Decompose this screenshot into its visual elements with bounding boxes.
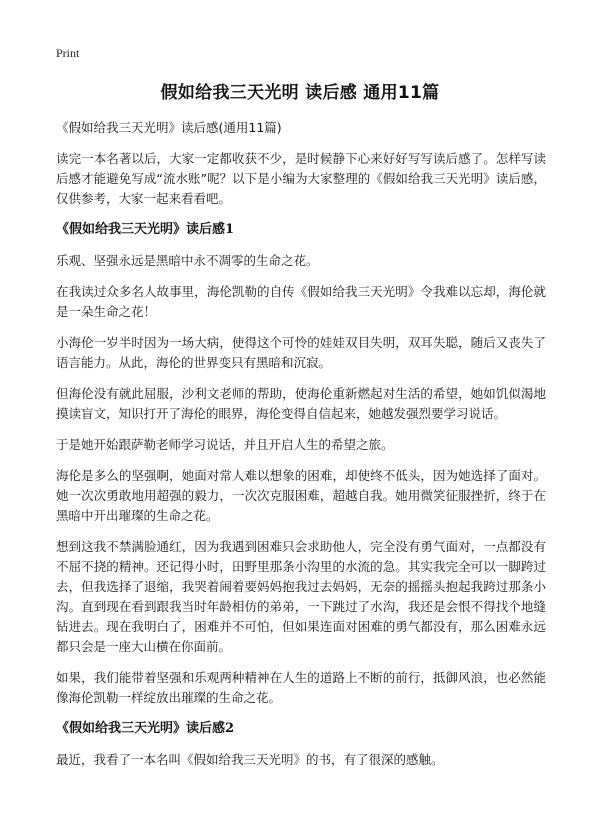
section-2-paragraph: 最近，我看了一本名叫《假如给我三天光明》的书，有了很深的感触。	[56, 752, 444, 767]
section-1-paragraph: 想到这我不禁满脸通红，因为我遇到困难只会求助他人，完全没有勇气面对，一点都没有不屈不挠的精神。还记得小时，田野里那条小沟里的水流的急。其实我完全可以一脚跨过去，但我选择了退缩，我哭着闹着要妈妈抱我过去妈妈，无奈的摇摇头抱起我跨过那条小沟。直到现在看到跟我当时年龄相仿的弟弟，一下跳过了水沟，我还是会恨不得找个地缝钻进去。现在我明白了，困难并不可怕，但如果连面对困难的勇气都没有，那么困难永远都只会是一座大山横在你面前。	[56, 539, 546, 654]
section-1-paragraph: 海伦是多么的坚强啊，她面对常人难以想象的困难，却使终不低头，因为她选择了面对。她一次次勇敢地用超强的毅力，一次次克服困难，超越自我。她用微笑征服挫折，终于在黑暗中开出璀璨的生命之花。	[56, 468, 546, 523]
section-1-paragraph: 如果，我们能带着坚强和乐观两种精神在人生的道路上不断的前行，抵御风浪，也必然能像海伦凯勒一样绽放出璀璨的生命之花。	[56, 670, 546, 705]
print-link[interactable]: Print	[56, 46, 80, 60]
intro-paragraph: 读完一本名著以后，大家一定都收获不少，是时候静下心来好好写写读后感了。怎样写读后感才能避免写成“流水账”呢？以下是小编为大家整理的《假如给我三天光明》读后感，仅供参考，大家一起来看看吧。	[56, 151, 546, 206]
section-1-paragraph: 小海伦一岁半时因为一场大病，使得这个可怜的娃娃双目失明，双耳失聪，随后又丧失了语言能力。从此，海伦的世界变只有黑暗和沉寂。	[56, 335, 546, 370]
article-subtitle: 《假如给我三天光明》读后感(通用11篇)	[56, 120, 282, 135]
article-body	[56, 118, 546, 781]
section-1-paragraph: 于是她开始跟萨勒老师学习说话，并且开启人生的希望之旅。	[56, 437, 394, 452]
section-1-paragraph: 乐观、坚强永远是黑暗中永不凋零的生命之花。	[56, 253, 319, 268]
section-2-heading: 《假如给我三天光明》读后感2	[56, 721, 235, 736]
page-title: 假如给我三天光明 读后感 通用11篇	[160, 83, 440, 103]
section-1-heading: 《假如给我三天光明》读后感1	[56, 222, 235, 237]
section-1-paragraph: 但海伦没有就此屈服，沙利文老师的帮助，使海伦重新燃起对生活的希望，她如饥似渴地摸读盲文，知识打开了海伦的眼界，海伦变得自信起来，她越发强烈要学习说话。	[56, 386, 546, 421]
section-1-paragraph: 在我读过众多名人故事里，海伦凯勒的自传《假如给我三天光明》令我难以忘却，海伦就是一朵生命之花！	[56, 284, 546, 319]
